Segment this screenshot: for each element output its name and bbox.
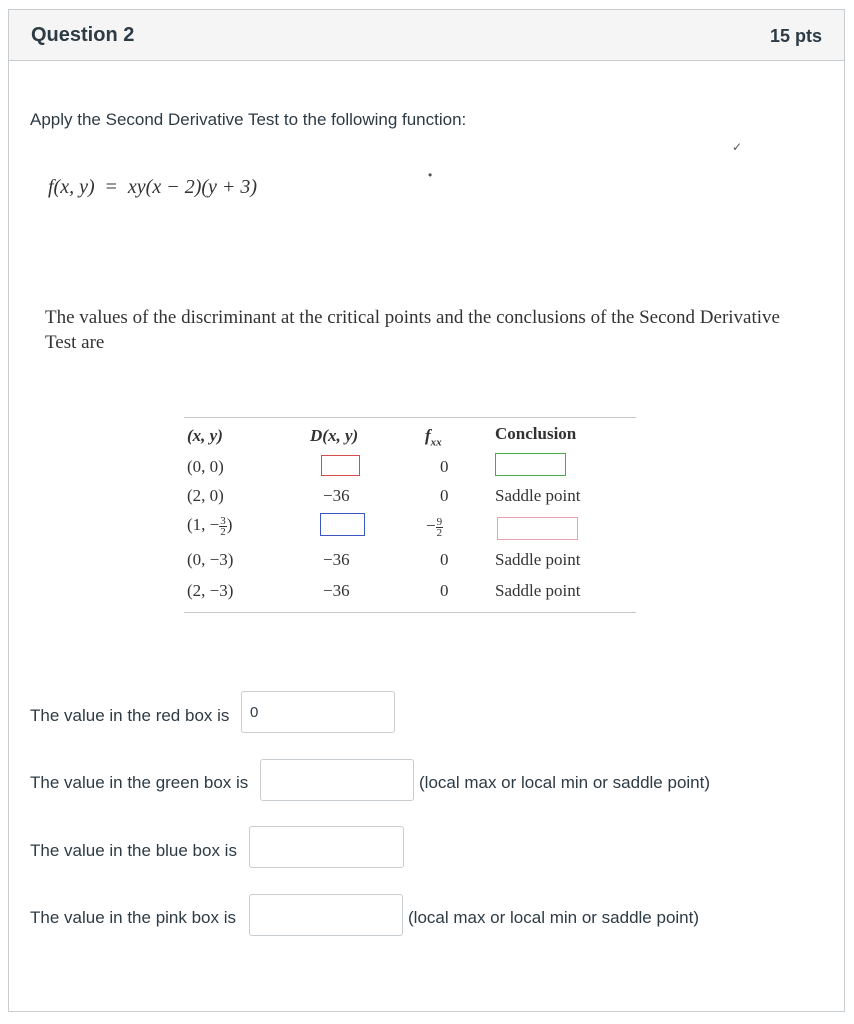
pink-answer-hint: (local max or local min or saddle point) xyxy=(408,908,700,927)
question-title: Question 2 xyxy=(31,24,135,46)
row4-fxx: 0 xyxy=(440,550,449,569)
function-rhs: xy(x − 2)(y + 3) xyxy=(127,176,258,198)
question-points: 15 pts xyxy=(769,26,822,46)
row4-point: (0, −3) xyxy=(187,550,234,569)
row5-fxx: 0 xyxy=(440,581,449,600)
header-fxx: $f_{xx}$ xyxy=(425,426,442,449)
red-answer-input[interactable] xyxy=(241,691,395,733)
row5-discriminant: −36 xyxy=(323,581,350,600)
row3-point: (1, − $\frac{3}{2}$ ) xyxy=(187,514,233,538)
green-answer-input[interactable] xyxy=(260,759,414,801)
row4-discriminant: −36 xyxy=(323,550,350,569)
red-box xyxy=(321,455,360,476)
row5-conclusion: Saddle point xyxy=(495,581,581,600)
pink-answer-input[interactable] xyxy=(249,894,403,936)
stray-dot-mark: • xyxy=(428,168,433,182)
function-equals: = xyxy=(105,176,117,198)
question-header xyxy=(9,10,844,61)
row2-discriminant: −36 xyxy=(323,486,350,505)
row4-conclusion: Saddle point xyxy=(495,550,581,569)
green-answer-hint: (local max or local min or saddle point) xyxy=(419,773,711,792)
pink-answer-label: The value in the pink box is xyxy=(30,908,237,927)
header-point: (x, y) xyxy=(187,426,223,445)
header-conclusion: Conclusion xyxy=(495,424,577,443)
row3-fxx: − $\frac{9}{2}$ xyxy=(426,515,443,539)
blue-box xyxy=(320,513,365,536)
header-discriminant: D(x, y) xyxy=(310,426,359,445)
pink-box xyxy=(497,517,578,540)
row1-point: (0, 0) xyxy=(187,457,224,476)
row2-conclusion: Saddle point xyxy=(495,486,581,505)
row5-point: (2, −3) xyxy=(187,581,234,600)
question-prompt: Apply the Second Derivative Test to the following function: xyxy=(30,110,467,129)
stray-check-mark: ✓ xyxy=(732,140,743,154)
red-answer-label: The value in the red box is xyxy=(30,706,230,725)
critical-points-table xyxy=(184,417,636,613)
table-description: The values of the discriminant at the critical points and the conclusions of the Second Derivative Test are xyxy=(45,307,780,353)
blue-answer-input[interactable] xyxy=(249,826,404,868)
green-answer-label: The value in the green box is xyxy=(30,773,249,792)
blue-answer-label: The value in the blue box is xyxy=(30,841,237,860)
green-box xyxy=(495,453,566,476)
row2-fxx: 0 xyxy=(440,486,449,505)
function-equation xyxy=(48,176,257,199)
function-lhs: f(x, y) xyxy=(48,176,95,198)
row1-fxx: 0 xyxy=(440,457,449,476)
row2-point: (2, 0) xyxy=(187,486,224,505)
